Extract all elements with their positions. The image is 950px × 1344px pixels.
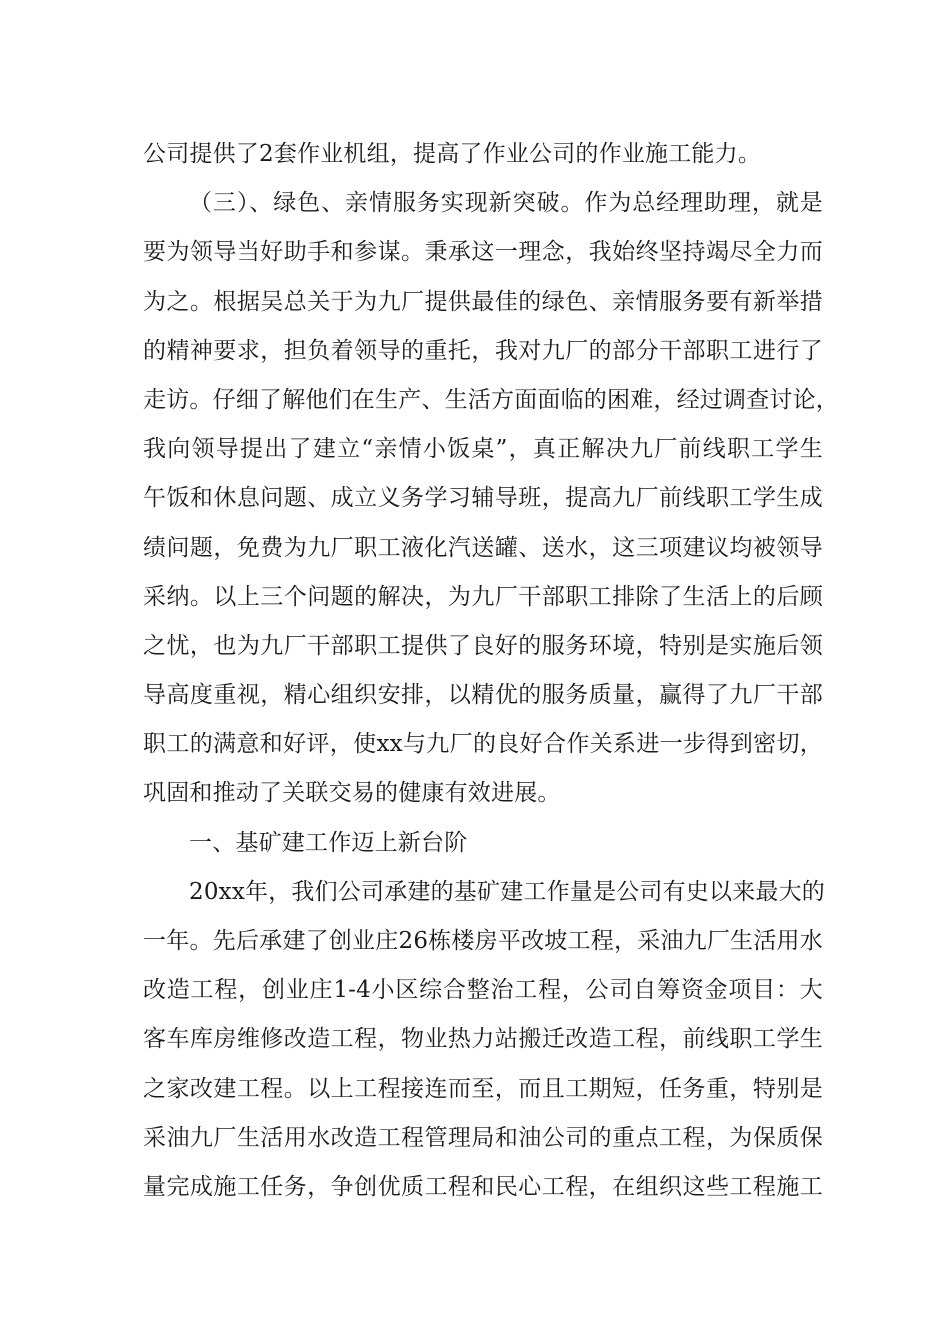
text-line: 的精神要求，担负着领导的重托，我对九厂的部分干部职工进行了 <box>143 337 823 364</box>
text-line: 为之。根据吴总关于为九厂提供最佳的绿色、亲情服务要有新举措 <box>143 288 823 315</box>
section-heading: 一、基矿建工作迈上新台阶 <box>189 829 468 856</box>
text-line: 客车库房维修改造工程，物业热力站搬迁改造工程，前线职工学生 <box>143 1026 823 1053</box>
text-line: 职工的满意和好评，使xx与九厂的良好合作关系进一步得到密切， <box>143 731 823 758</box>
text-line: 午饭和休息问题、成立义务学习辅导班，提高九厂前线职工学生成 <box>143 485 823 512</box>
text-line: 20xx年，我们公司承建的基矿建工作量是公司有史以来最大的 <box>189 878 826 905</box>
text-line: 要为领导当好助手和参谋。秉承这一理念，我始终坚持竭尽全力而 <box>143 239 823 266</box>
document-body <box>143 130 839 1212</box>
text-line: 之家改建工程。以上工程接连而至，而且工期短，任务重，特别是 <box>143 1075 823 1102</box>
text-line: 之忧，也为九厂干部职工提供了良好的服务环境，特别是实施后领 <box>143 632 823 659</box>
text-line: 绩问题，免费为九厂职工液化汽送罐、送水，这三项建议均被领导 <box>143 534 823 561</box>
text-line: 导高度重视，精心组织安排，以精优的服务质量，赢得了九厂干部 <box>143 682 823 709</box>
text-line: 改造工程，创业庄1-4小区综合整治工程，公司自筹资金项目：大 <box>143 977 823 1004</box>
text-line: （三）、绿色、亲情服务实现新突破。作为总经理助理，就是 <box>189 190 823 217</box>
text-line: 我向领导提出了建立“亲情小饭桌”，真正解决九厂前线职工学生 <box>143 436 823 463</box>
text-line: 公司提供了2套作业机组，提高了作业公司的作业施工能力。 <box>143 141 762 167</box>
text-line: 一年。先后承建了创业庄26栋楼房平改坡工程，采油九厂生活用水 <box>143 928 823 954</box>
text-line: 量完成施工任务，争创优质工程和民心工程，在组织这些工程施工 <box>143 1173 823 1200</box>
text-line: 巩固和推动了关联交易的健康有效进展。 <box>143 780 561 807</box>
text-line: 走访。仔细了解他们在生产、生活方面面临的困难，经过调查讨论， <box>143 386 839 413</box>
text-line: 采油九厂生活用水改造工程管理局和油公司的重点工程，为保质保 <box>143 1124 823 1151</box>
text-line: 采纳。以上三个问题的解决，为九厂干部职工排除了生活上的后顾 <box>143 583 823 610</box>
